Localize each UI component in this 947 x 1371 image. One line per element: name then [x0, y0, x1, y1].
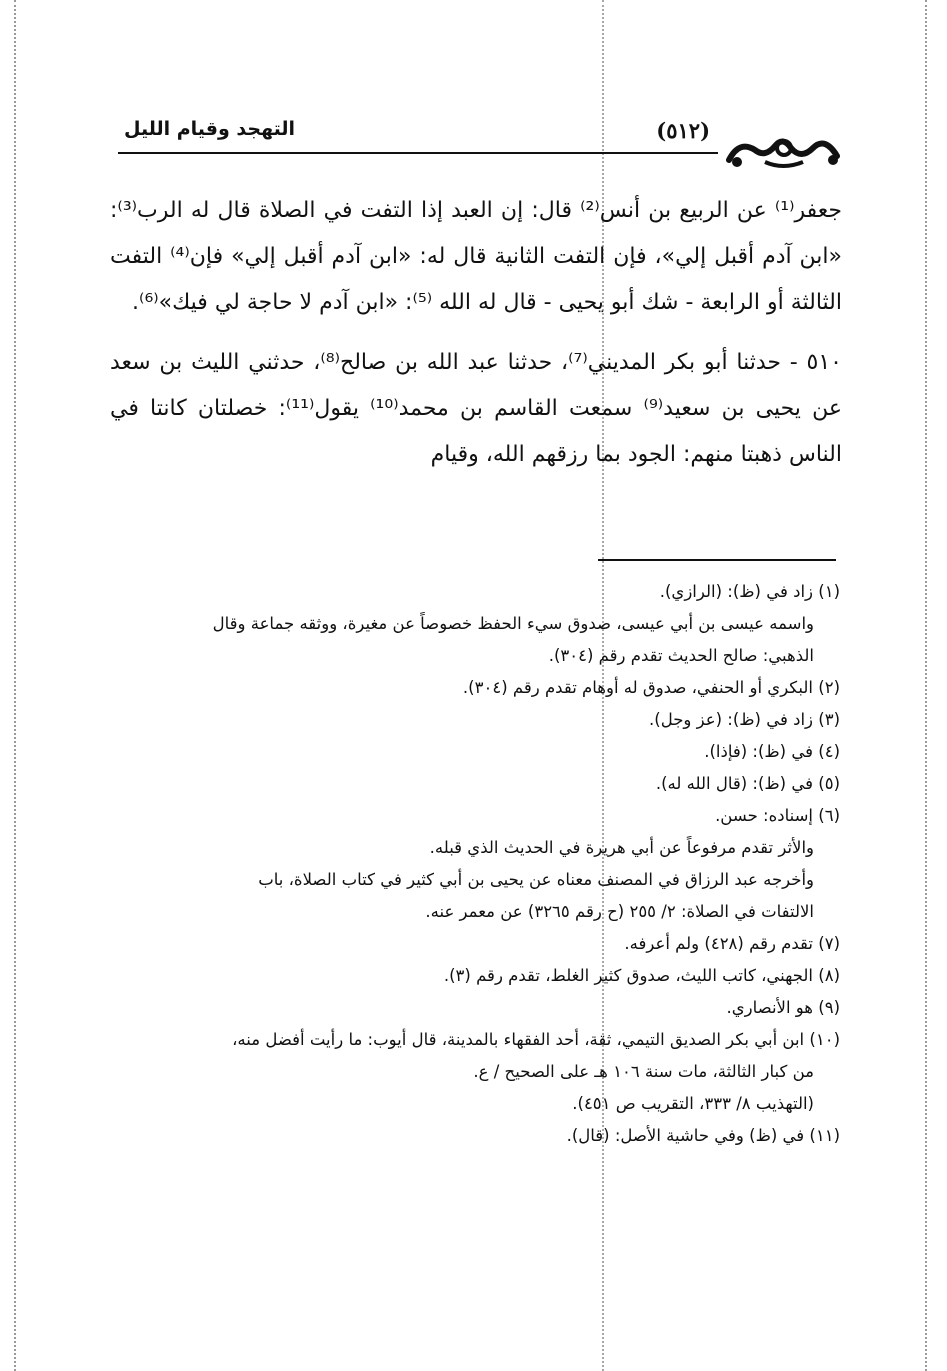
- scan-margin-line-right: [925, 0, 927, 1371]
- footnote-4: (٤) في (ظ): (فإذا).: [704, 742, 840, 761]
- page-header: [118, 112, 838, 170]
- footnote-2: (٢) البكري أو الحنفي، صدوق له أوهام تقدم رقم (٣٠٤).: [462, 678, 840, 697]
- footnote-10-cont: (التهذيب ٨/ ٣٣٣، التقريب ص ٤٥١).: [572, 1094, 814, 1113]
- footnote-5: (٥) في (ظ): (قال الله له).: [655, 774, 840, 793]
- footnote-10-cont: من كبار الثالثة، مات سنة ١٠٦ هـ على الصحيح / ع.: [473, 1062, 814, 1081]
- main-text: [110, 188, 842, 478]
- footnotes: [118, 576, 840, 1152]
- footnote-7: (٧) تقدم رقم (٤٢٨) ولم أعرفه.: [624, 934, 840, 953]
- decorative-scroll-icon: [725, 126, 843, 172]
- footnote-1-cont: واسمه عيسى بن أبي عيسى، صدوق سيء الحفظ خصوصاً عن مغيرة، ووثقه جماعة وقال: [212, 614, 814, 633]
- paragraph-2: ٥١٠ - حدثنا أبو بكر المديني⁽⁷⁾، حدثنا عبد الله بن صالح⁽⁸⁾، حدثني الليث بن سعد عن يحيى بن سعيد⁽⁹⁾ سمعت القاسم بن محمد⁽¹⁰⁾ يقول⁽¹¹⁾: خصلتان كانتا في الناس ذهبتا منهم: الجود بما رزقهم الله، وقيام: [110, 350, 842, 467]
- footnote-8: (٨) الجهني، كاتب الليث، صدوق كثير الغلط، تقدم رقم (٣).: [443, 966, 840, 985]
- footnote-6-cont: والأثر تقدم مرفوعاً عن أبي هريرة في الحديث الذي قبله.: [429, 838, 814, 857]
- footnote-10: (١٠) ابن أبي بكر الصديق التيمي، ثقة، أحد الفقهاء بالمدينة، قال أيوب: ما رأيت أفضل منه،: [232, 1030, 840, 1049]
- header-rule: [118, 152, 718, 154]
- footnote-6-cont: وأخرجه عبد الرزاق في المصنف معناه عن يحيى بن أبي كثير في كتاب الصلاة، باب: [258, 870, 814, 889]
- footnote-1: (١) زاد في (ظ): (الرازي).: [659, 582, 840, 601]
- footnote-11: (١١) في (ظ) وفي حاشية الأصل: (قال).: [566, 1126, 840, 1145]
- footnote-separator: [598, 559, 836, 561]
- page-number: (٥١٢): [656, 118, 710, 143]
- book-title: التهجد وقيام الليل: [124, 118, 296, 140]
- footnote-6: (٦) إسناده: حسن.: [715, 806, 840, 825]
- footnote-9: (٩) هو الأنصاري.: [726, 998, 840, 1017]
- footnote-1-cont: الذهبي: صالح الحديث تقدم رقم (٣٠٤).: [548, 646, 814, 665]
- footnote-3: (٣) زاد في (ظ): (عز وجل).: [649, 710, 840, 729]
- scan-margin-line-left: [14, 0, 16, 1371]
- footnote-6-cont: الالتفات في الصلاة: ٢/ ٢٥٥ (ح رقم ٣٢٦٥) عن معمر عنه.: [425, 902, 814, 921]
- paragraph-1: جعفر⁽¹⁾ عن الربيع بن أنس⁽²⁾ قال: إن العبد إذا التفت في الصلاة قال له الرب⁽³⁾: «ابن آدم أقبل إلي»، فإن التفت الثانية قال له: «ابن آدم أقبل إلي» فإن⁽⁴⁾ التفت الثالثة أو الرابعة - شك أبو يحيى - قال له الله ⁽⁵⁾: «ابن آدم لا حاجة لي فيك»⁽⁶⁾.: [110, 198, 842, 315]
